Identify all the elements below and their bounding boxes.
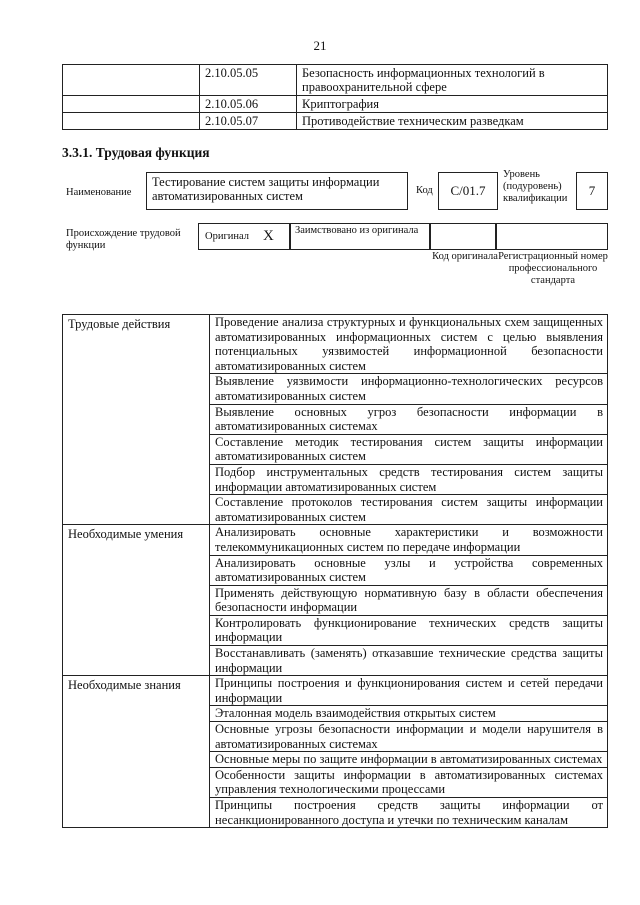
original-mark: X (263, 228, 274, 244)
item-cell: Анализировать основные узлы и устройства современных автоматизированных систем (210, 555, 608, 585)
page-number: 21 (313, 38, 327, 53)
codes-name-cell: Криптография (297, 96, 608, 113)
code-label: Код (416, 185, 433, 196)
codes-table (62, 64, 608, 130)
item-cell: Составление протоколов тестирования систем защиты информации автоматизированных систем (210, 495, 608, 525)
codes-table-row (63, 113, 608, 130)
category-cell: Необходимые знания (63, 676, 210, 828)
original-cell (198, 223, 290, 250)
item-cell: Подбор инструментальных средств тестирования систем защиты информации автоматизированных систем (210, 464, 608, 494)
code-original-cell (430, 223, 496, 250)
origin-label: Происхождение трудовой функции (66, 228, 181, 251)
category-cell: Трудовые действия (63, 315, 210, 525)
item-cell: Составление методик тестирования систем защиты информации автоматизированных систем (210, 434, 608, 464)
item-cell: Основные меры по защите информации в автоматизированных системах (210, 752, 608, 768)
item-cell: Особенности защиты информации в автоматизированных системах управления технологическими процессами (210, 767, 608, 797)
item-cell: Выявление уязвимости информационно-технологических ресурсов автоматизированных систем (210, 374, 608, 404)
origin-row (198, 223, 608, 250)
codes-blank-cell (63, 65, 200, 96)
level-label: Уровень (подуровень) квалификации (503, 169, 568, 204)
codes-blank-cell (63, 96, 200, 113)
item-cell: Принципы построения средств защиты информации от несанкционированного доступа и утечки по техническим каналам (210, 798, 608, 828)
item-cell: Применять действующую нормативную базу в области обеспечения безопасности информации (210, 585, 608, 615)
table-row (63, 676, 608, 706)
qualification-level-field: 7 (576, 172, 608, 210)
name-label: Наименование (66, 187, 132, 198)
section-heading: 3.3.1. Трудовая функция (62, 145, 210, 160)
original-label: Оригинал (205, 230, 249, 242)
borrowed-label: Заимствовано из оригинала (290, 223, 430, 250)
function-code-field: C/01.7 (438, 172, 498, 210)
item-cell: Эталонная модель взаимодействия открытых систем (210, 706, 608, 722)
reg-number-cell (496, 223, 608, 250)
codes-name-cell: Безопасность информационных технологий в правоохранительной сфере (297, 65, 608, 96)
item-cell: Проведение анализа структурных и функциональных схем защищенных автоматизированных информационных систем с целью выявления потенциальных уязвимостей информационной безопасности автоматизированных систем (210, 315, 608, 374)
function-name-field: Тестирование систем защиты информации автоматизированных систем (146, 172, 408, 210)
item-cell: Основные угрозы безопасности информации и модели нарушителя в автоматизированных системах (210, 722, 608, 752)
item-cell: Восстанавливать (заменять) отказавшие технические средства защиты информации (210, 646, 608, 676)
item-cell: Анализировать основные характеристики и возможности телекоммуникационных систем по передаче информации (210, 525, 608, 555)
item-cell: Выявление основных угроз безопасности информации в автоматизированных системах (210, 404, 608, 434)
function-details-table (62, 314, 608, 828)
category-cell: Необходимые умения (63, 525, 210, 676)
codes-code-cell: 2.10.05.06 (200, 96, 297, 113)
codes-code-cell: 2.10.05.05 (200, 65, 297, 96)
codes-code-cell: 2.10.05.07 (200, 113, 297, 130)
reg-number-label: Регистрационный номер профессионального стандарта (498, 251, 608, 286)
table-row (63, 315, 608, 374)
item-cell: Контролировать функционирование технических средств защиты информации (210, 615, 608, 645)
codes-table-row (63, 96, 608, 113)
codes-blank-cell (63, 113, 200, 130)
codes-name-cell: Противодействие техническим разведкам (297, 113, 608, 130)
code-original-label: Код оригинала (432, 251, 498, 262)
item-cell: Принципы построения и функционирования систем и сетей передачи информации (210, 676, 608, 706)
codes-table-row (63, 65, 608, 96)
table-row (63, 525, 608, 555)
